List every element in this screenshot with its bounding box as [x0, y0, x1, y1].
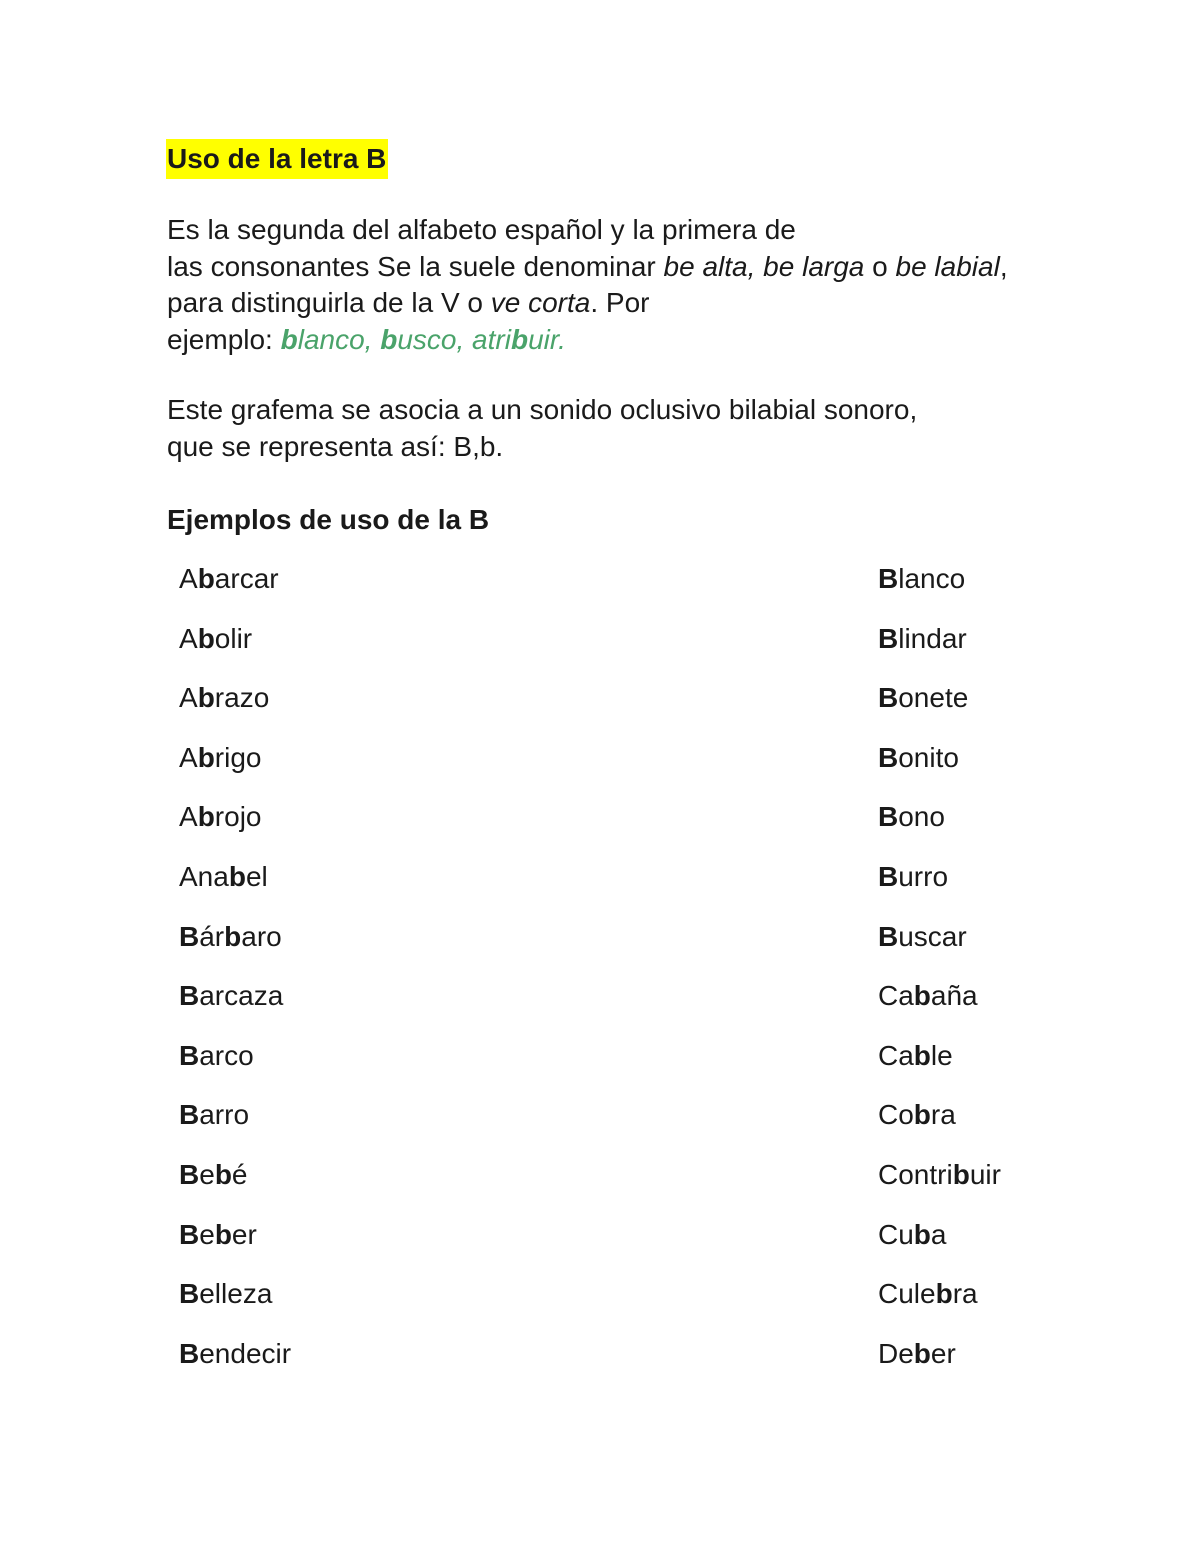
examples-heading: Ejemplos de uso de la B [167, 504, 490, 535]
word-item: Anabel [179, 860, 268, 892]
example-period: . [558, 323, 566, 355]
word-item: Bebé [179, 1158, 248, 1190]
word-item: Blindar [878, 622, 967, 654]
word-item: Cable [878, 1039, 953, 1071]
intro-line-1: Es la segunda del alfabeto español y la primera de [167, 214, 796, 245]
word-item: Belleza [179, 1278, 273, 1310]
intro-text: las consonantes Se la suele denominar [167, 250, 664, 282]
word-item: Abarcar [179, 563, 279, 594]
word-item: Beber [179, 1218, 257, 1250]
ejemplo-label: ejemplo: [167, 323, 281, 355]
word-item: Bárbaro [179, 920, 282, 952]
page-title: Uso de la letra B [166, 139, 388, 179]
example-word-busco: busco, [380, 323, 473, 355]
be-alta-term: be alta, be larga [663, 250, 865, 282]
word-item: Burro [878, 860, 949, 892]
intro-text: o [864, 250, 896, 282]
word-item: Cobra [878, 1099, 956, 1131]
word-item: Abolir [179, 622, 253, 654]
word-item: Bonete [878, 682, 969, 714]
be-labial-term: be labial [895, 250, 1000, 282]
word-item: Barcaza [179, 980, 284, 1012]
word-item: Barco [179, 1039, 254, 1071]
word-item: Abrojo [179, 801, 262, 833]
word-list-left [179, 559, 291, 1393]
grafema-paragraph [167, 392, 1067, 465]
word-item: Bendecir [179, 1337, 292, 1369]
word-item: Contribuir [878, 1158, 1001, 1190]
grafema-line-2: que se representa así: B,b. [167, 430, 504, 462]
word-item: Cuba [878, 1218, 947, 1250]
intro-text: . Por [590, 287, 650, 318]
word-item: Bono [878, 801, 945, 833]
word-list-right [878, 559, 1001, 1393]
example-word-blanco: blanco, [280, 323, 381, 355]
word-item: Abrazo [179, 682, 270, 714]
word-item: Cabaña [878, 980, 978, 1012]
ve-corta-term: ve corta [490, 287, 591, 318]
word-item: Barro [179, 1099, 250, 1131]
word-item: Bonito [878, 741, 959, 773]
grafema-line-1: Este grafema se asocia a un sonido oclusivo bilabial sonoro, [167, 394, 918, 425]
intro-text: , para distinguirla de la V o [167, 250, 1008, 318]
word-item: Deber [878, 1337, 956, 1369]
word-item: Culebra [878, 1278, 978, 1310]
word-item: Buscar [878, 920, 967, 952]
example-word-atribuir: atribuir [472, 323, 559, 355]
word-item: Blanco [878, 563, 966, 594]
word-item: Abrigo [179, 741, 262, 773]
intro-paragraph [167, 212, 1067, 358]
